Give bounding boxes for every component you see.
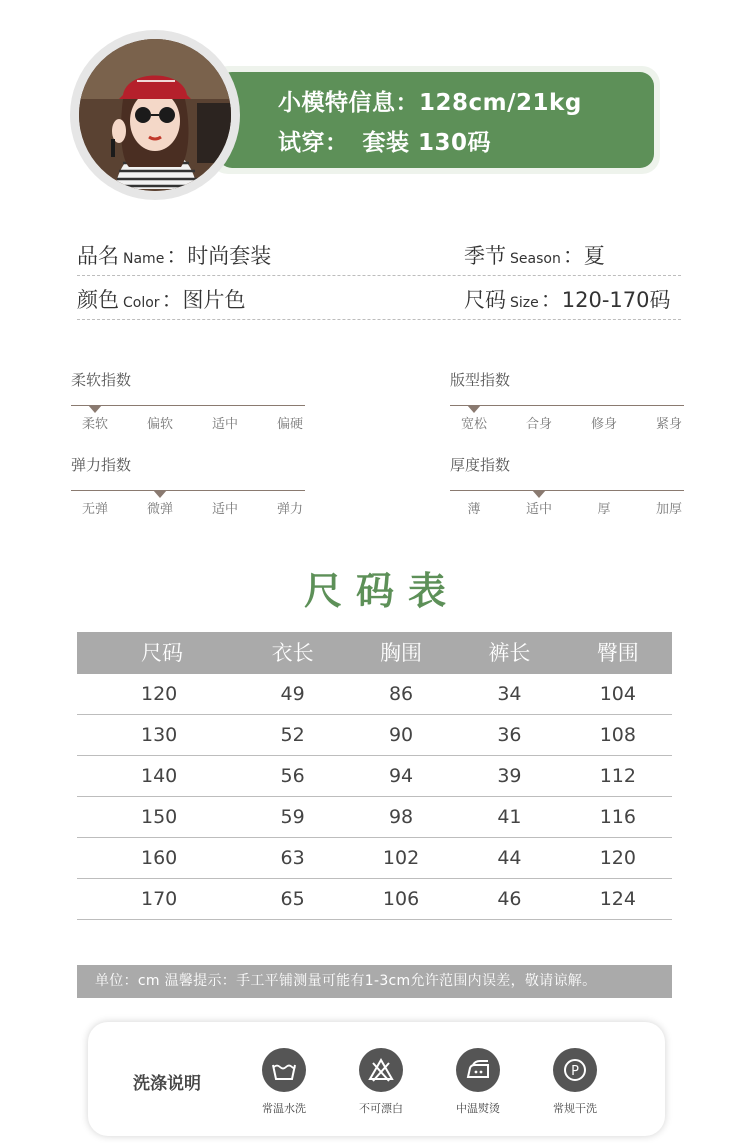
table-row — [77, 838, 672, 879]
table-row — [77, 756, 672, 797]
care-item-wash — [239, 1048, 329, 1116]
table-cell: 39 — [497, 765, 522, 787]
scale-marker — [532, 490, 546, 498]
scale-option: 适中 — [525, 502, 553, 517]
table-cell: 59 — [280, 806, 305, 828]
table-header — [77, 632, 672, 674]
scale-line — [71, 490, 305, 491]
iron-icon — [456, 1048, 500, 1092]
table-cell: 44 — [497, 847, 522, 869]
table-row — [77, 797, 672, 838]
table-cell: 106 — [382, 888, 420, 910]
scale-option: 加厚 — [655, 502, 683, 517]
try-label: 试穿： — [278, 130, 349, 156]
scale-option: 紧身 — [655, 417, 683, 432]
scale-title: 版型指数 — [450, 371, 511, 389]
table-cell: 90 — [388, 724, 414, 746]
table-cell: 63 — [280, 847, 305, 869]
care-label: 中温熨烫 — [456, 1102, 500, 1115]
header-cell: 臀围 — [596, 641, 639, 665]
scale-option: 合身 — [525, 417, 553, 432]
table-cell: 124 — [599, 888, 636, 910]
scale-marker — [153, 490, 167, 498]
scale-option: 弹力 — [276, 502, 304, 517]
table-cell: 120 — [599, 847, 636, 869]
scale-option: 厚 — [597, 502, 611, 517]
scale-marker — [88, 405, 102, 413]
size-chart-title: 尺码表 — [303, 569, 460, 613]
table-row — [77, 879, 672, 920]
info-row-color-size — [77, 284, 681, 320]
care-title: 洗涤说明 — [133, 1074, 201, 1094]
header-cell: 裤长 — [488, 641, 531, 665]
care-label: 常规干洗 — [553, 1102, 597, 1115]
try-value: 套装 130码 — [362, 130, 492, 156]
care-item-bleach — [336, 1048, 426, 1116]
table-cell: 102 — [382, 847, 420, 869]
table-cell: 160 — [141, 847, 178, 869]
table-cell: 86 — [388, 683, 414, 705]
table-cell: 170 — [141, 888, 178, 910]
table-cell: 65 — [280, 888, 305, 910]
model-info-line: 小模特信息：128cm/21kg — [278, 90, 582, 116]
product-size-range: 尺码 Size：120-170码 — [464, 288, 671, 312]
scale-option: 薄 — [467, 502, 481, 517]
model-try-line — [278, 124, 491, 157]
info-row-name-season — [77, 240, 681, 276]
dry-clean-icon — [553, 1048, 597, 1092]
table-cell: 41 — [497, 806, 522, 828]
header-cell: 衣长 — [271, 641, 314, 665]
scale-option: 宽松 — [460, 417, 488, 432]
table-cell: 150 — [141, 806, 178, 828]
scale-marker — [467, 405, 481, 413]
table-row — [77, 715, 672, 756]
scale-title: 弹力指数 — [71, 456, 132, 474]
scale-option: 偏硬 — [276, 417, 304, 432]
table-cell: 34 — [497, 683, 522, 705]
scale-title: 厚度指数 — [450, 456, 511, 474]
scale-option: 适中 — [211, 417, 239, 432]
svg-text:P: P — [571, 1064, 579, 1079]
scale-line — [71, 405, 305, 406]
header-cell: 胸围 — [380, 641, 423, 665]
table-cell: 36 — [497, 724, 522, 746]
table-cell: 108 — [599, 724, 636, 746]
size-table — [77, 632, 672, 920]
table-cell: 49 — [280, 683, 305, 705]
measurement-note: 单位：cm 温馨提示：手工平铺测量可能有1-3cm允许范围内误差，敬请谅解。 — [77, 965, 672, 998]
table-cell: 94 — [388, 765, 414, 787]
wash-basin-icon — [262, 1048, 306, 1092]
product-color: 颜色 Color：图片色 — [77, 288, 246, 312]
table-cell: 130 — [141, 724, 178, 746]
table-cell: 112 — [599, 765, 636, 787]
no-bleach-icon — [359, 1048, 403, 1092]
scale-line — [450, 490, 684, 491]
table-cell: 56 — [280, 765, 305, 787]
scale-option: 柔软 — [81, 417, 109, 432]
product-name: 品名 Name：时尚套装 — [77, 244, 272, 268]
table-cell: 140 — [141, 765, 178, 787]
table-cell: 104 — [599, 683, 636, 705]
scale-option: 适中 — [211, 502, 239, 517]
model-photo-illustration — [79, 39, 231, 191]
table-cell: 120 — [141, 683, 178, 705]
product-season: 季节 Season：夏 — [464, 244, 605, 268]
scale-option: 偏软 — [146, 417, 174, 432]
table-cell: 98 — [388, 806, 414, 828]
care-label: 不可漂白 — [359, 1102, 403, 1115]
model-avatar — [79, 39, 231, 191]
table-cell: 116 — [599, 806, 636, 828]
scale-title: 柔软指数 — [71, 371, 132, 389]
table-cell: 52 — [280, 724, 305, 746]
scale-option: 无弹 — [81, 502, 109, 517]
scale-option: 微弹 — [146, 502, 174, 517]
care-label: 常温水洗 — [262, 1102, 306, 1115]
header-cell: 尺码 — [141, 641, 183, 665]
care-item-iron — [433, 1048, 523, 1116]
care-item-dryclean — [530, 1048, 620, 1116]
scale-line — [450, 405, 684, 406]
table-row — [77, 674, 672, 715]
scale-option: 修身 — [590, 417, 618, 432]
table-cell: 46 — [497, 888, 522, 910]
